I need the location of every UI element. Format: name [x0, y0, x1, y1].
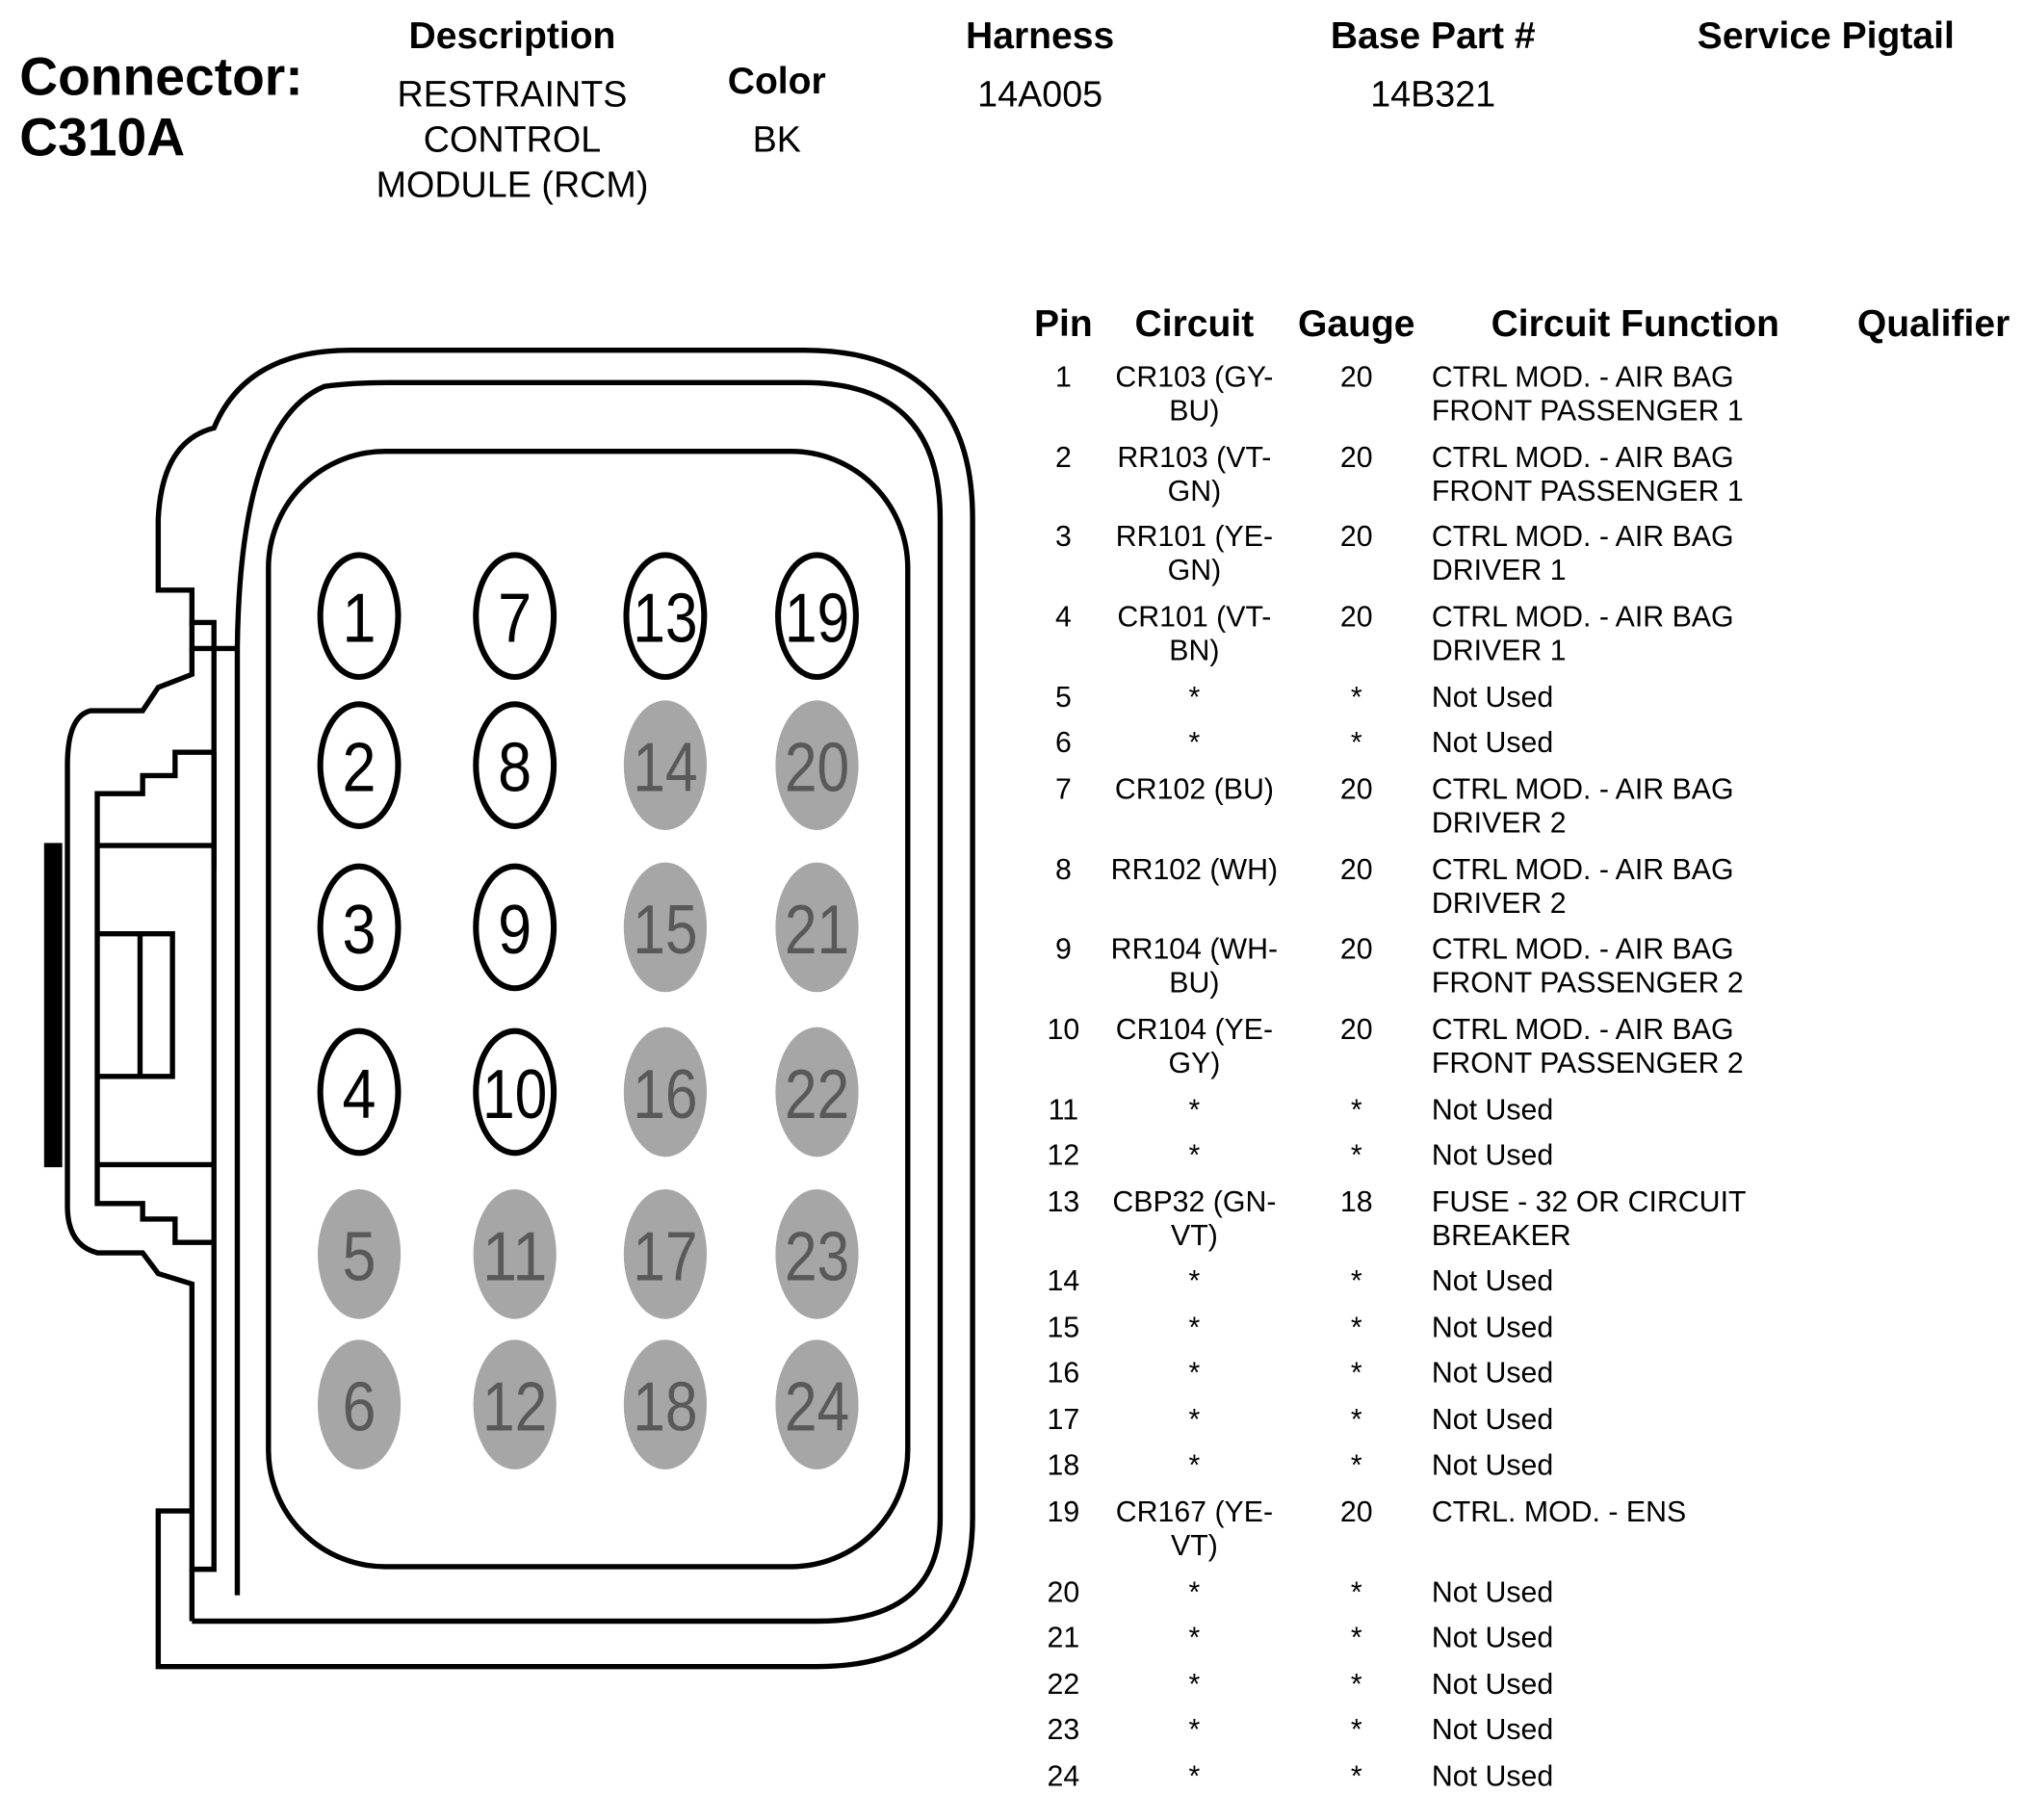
gauge-cell: * — [1350, 680, 1362, 714]
gauge-cell: 20 — [1339, 772, 1373, 806]
pin-number-label: 10 — [482, 1054, 548, 1133]
function-cell: CTRL MOD. - AIR BAG FRONT PASSENGER 1 — [1431, 440, 1744, 507]
circuit-cell: RR102 (WH) — [1110, 852, 1279, 886]
pin-cell: 19 — [1047, 1495, 1080, 1528]
function-cell: CTRL MOD. - AIR BAG DRIVER 2 — [1431, 852, 1734, 920]
pin-cell: 9 — [1054, 932, 1072, 966]
circuit-cell: * — [1188, 1311, 1201, 1344]
pin-cell: 22 — [1047, 1667, 1080, 1700]
pin-number-label: 2 — [342, 728, 376, 807]
circuit-cell: * — [1188, 1758, 1201, 1792]
column-header-circuit-function: Circuit Function — [1491, 303, 1780, 346]
function-cell: CTRL MOD. - AIR BAG FRONT PASSENGER 2 — [1431, 1012, 1744, 1079]
function-cell: Not Used — [1431, 1402, 1554, 1436]
column-header-gauge: Gauge — [1297, 303, 1415, 346]
pin-number-label: 13 — [633, 579, 698, 658]
circuit-cell: CR101 (VT-BN) — [1117, 600, 1272, 667]
function-cell: CTRL MOD. - AIR BAG FRONT PASSENGER 1 — [1431, 360, 1744, 428]
pin-cell: 13 — [1047, 1184, 1080, 1218]
color-value: BK — [752, 118, 801, 160]
column-header-pin: Pin — [1033, 303, 1093, 346]
gauge-cell: * — [1350, 1357, 1362, 1390]
circuit-cell: CR167 (YE-VT) — [1115, 1495, 1274, 1562]
circuit-cell: CBP32 (GN-VT) — [1112, 1184, 1277, 1252]
pin-cell: 6 — [1054, 726, 1072, 760]
circuit-cell: RR104 (WH-BU) — [1110, 932, 1279, 1000]
pin-number-label: 12 — [482, 1367, 548, 1446]
base-part-value: 14B321 — [1370, 73, 1496, 115]
function-cell: CTRL MOD. - AIR BAG DRIVER 2 — [1431, 772, 1734, 840]
pin-number-label: 23 — [784, 1217, 850, 1296]
function-cell: Not Used — [1431, 1092, 1554, 1126]
gauge-cell: 20 — [1339, 520, 1373, 554]
pin-cell: 4 — [1054, 600, 1072, 634]
function-cell: CTRL. MOD. - ENS — [1431, 1495, 1687, 1528]
pin-number-label: 6 — [342, 1367, 376, 1446]
gauge-cell: 20 — [1339, 440, 1373, 474]
pin-cell: 5 — [1054, 680, 1072, 714]
gauge-cell: 20 — [1339, 600, 1373, 634]
pin-cavities — [318, 555, 859, 1469]
description-header: Description — [408, 15, 616, 58]
pin-number-label: 20 — [784, 728, 850, 807]
circuit-cell: * — [1188, 680, 1201, 714]
circuit-cell: RR103 (VT-GN) — [1117, 440, 1272, 507]
pin-cell: 12 — [1047, 1138, 1080, 1172]
circuit-cell: RR101 (YE-GN) — [1115, 520, 1274, 587]
description-line: MODULE (RCM) — [376, 165, 649, 205]
harness-header: Harness — [966, 15, 1115, 58]
pin-number-label: 1 — [342, 579, 376, 658]
circuit-cell: CR102 (BU) — [1114, 772, 1274, 806]
function-cell: FUSE - 32 OR CIRCUIT BREAKER — [1431, 1184, 1746, 1252]
gauge-cell: * — [1350, 1092, 1362, 1126]
pin-number-label: 7 — [498, 579, 532, 658]
pin-number-label: 3 — [342, 890, 376, 969]
circuit-cell: * — [1188, 1667, 1201, 1700]
function-cell: CTRL MOD. - AIR BAG DRIVER 1 — [1431, 520, 1734, 587]
pin-number-label: 5 — [342, 1217, 376, 1296]
function-cell: Not Used — [1431, 1138, 1554, 1172]
connector-housing-outline — [67, 351, 973, 1667]
function-cell: Not Used — [1431, 1621, 1554, 1654]
pin-cell: 20 — [1047, 1574, 1080, 1608]
pin-cell: 1 — [1054, 360, 1072, 394]
harness-value: 14A005 — [977, 73, 1103, 115]
gauge-cell: 20 — [1339, 852, 1373, 886]
pin-cell: 17 — [1047, 1402, 1080, 1436]
description-line: RESTRAINTS — [397, 73, 628, 115]
circuit-cell: * — [1188, 1402, 1201, 1436]
gauge-cell: * — [1350, 1667, 1362, 1700]
pin-cell: 15 — [1047, 1311, 1080, 1344]
pin-cell: 21 — [1047, 1621, 1080, 1654]
gauge-cell: * — [1350, 1758, 1362, 1792]
pin-number-label: 17 — [633, 1217, 698, 1296]
pin-cell: 14 — [1047, 1264, 1080, 1298]
latch-tab — [44, 843, 63, 1167]
gauge-cell: * — [1350, 1311, 1362, 1344]
function-cell: Not Used — [1431, 1357, 1554, 1390]
circuit-cell: * — [1188, 1138, 1201, 1172]
pin-number-label: 18 — [633, 1367, 698, 1446]
circuit-cell: * — [1188, 1448, 1201, 1482]
gauge-cell: 20 — [1339, 360, 1373, 394]
function-cell: Not Used — [1431, 1667, 1554, 1700]
gauge-cell: 20 — [1339, 932, 1373, 966]
function-cell: Not Used — [1431, 1758, 1554, 1792]
gauge-cell: * — [1350, 726, 1362, 760]
pin-cell: 11 — [1048, 1092, 1079, 1126]
circuit-cell: * — [1188, 1713, 1201, 1746]
latch-detail — [97, 752, 214, 1242]
pin-cell: 18 — [1047, 1448, 1080, 1482]
circuit-cell: * — [1188, 1574, 1201, 1608]
service-pigtail-header: Service Pigtail — [1697, 15, 1955, 58]
circuit-cell: CR104 (YE-GY) — [1115, 1012, 1274, 1079]
pin-number-label: 19 — [784, 579, 850, 658]
pin-number-label: 9 — [498, 890, 532, 969]
pin-number-label: 8 — [498, 728, 532, 807]
color-header: Color — [727, 61, 826, 103]
pin-number-label: 22 — [784, 1054, 850, 1133]
gauge-cell: 18 — [1339, 1184, 1373, 1218]
gauge-cell: * — [1350, 1138, 1362, 1172]
function-cell: Not Used — [1431, 680, 1554, 714]
connector-id: C310A — [19, 107, 186, 168]
gauge-cell: * — [1350, 1264, 1362, 1298]
base-part-header: Base Part # — [1330, 15, 1536, 58]
column-header-qualifier: Qualifier — [1856, 303, 2010, 346]
pin-number-label: 4 — [342, 1054, 376, 1133]
function-cell: Not Used — [1431, 1448, 1554, 1482]
pin-cell: 24 — [1047, 1758, 1080, 1792]
pin-number-label: 16 — [633, 1054, 698, 1133]
function-cell: Not Used — [1431, 726, 1554, 760]
pin-number-label: 21 — [784, 890, 850, 969]
function-cell: CTRL MOD. - AIR BAG DRIVER 1 — [1431, 600, 1734, 667]
gauge-cell: 20 — [1339, 1495, 1373, 1528]
circuit-cell: * — [1188, 1092, 1201, 1126]
function-cell: Not Used — [1431, 1311, 1554, 1344]
gauge-cell: * — [1350, 1448, 1362, 1482]
pin-cell: 2 — [1054, 440, 1072, 474]
function-cell: Not Used — [1431, 1713, 1554, 1746]
description-line: CONTROL — [423, 118, 602, 160]
gauge-cell: * — [1350, 1402, 1362, 1436]
function-cell: CTRL MOD. - AIR BAG FRONT PASSENGER 2 — [1431, 932, 1744, 1000]
pin-cell: 10 — [1047, 1012, 1080, 1046]
circuit-cell: * — [1188, 726, 1201, 760]
pin-number-label: 11 — [482, 1217, 548, 1296]
outer-shell — [158, 351, 973, 1667]
pin-number-label: 14 — [633, 728, 698, 807]
function-cell: Not Used — [1431, 1264, 1554, 1298]
connector-label: Connector: — [19, 46, 303, 107]
circuit-cell: * — [1188, 1264, 1201, 1298]
pin-cell: 8 — [1054, 852, 1072, 886]
pin-number-label: 15 — [633, 890, 698, 969]
pin-cell: 16 — [1047, 1357, 1080, 1390]
circuit-cell: CR103 (GY-BU) — [1115, 360, 1274, 428]
pin-number-label: 24 — [784, 1367, 850, 1446]
pin-cell: 23 — [1047, 1713, 1080, 1746]
pin-cell: 7 — [1054, 772, 1072, 806]
gauge-cell: 20 — [1339, 1012, 1373, 1046]
gauge-cell: * — [1350, 1713, 1362, 1746]
circuit-cell: * — [1188, 1357, 1201, 1390]
column-header-circuit: Circuit — [1134, 303, 1255, 346]
circuit-cell: * — [1188, 1621, 1201, 1654]
pin-cell: 3 — [1054, 520, 1072, 554]
function-cell: Not Used — [1431, 1574, 1554, 1608]
gauge-cell: * — [1350, 1621, 1362, 1654]
gauge-cell: * — [1350, 1574, 1362, 1608]
